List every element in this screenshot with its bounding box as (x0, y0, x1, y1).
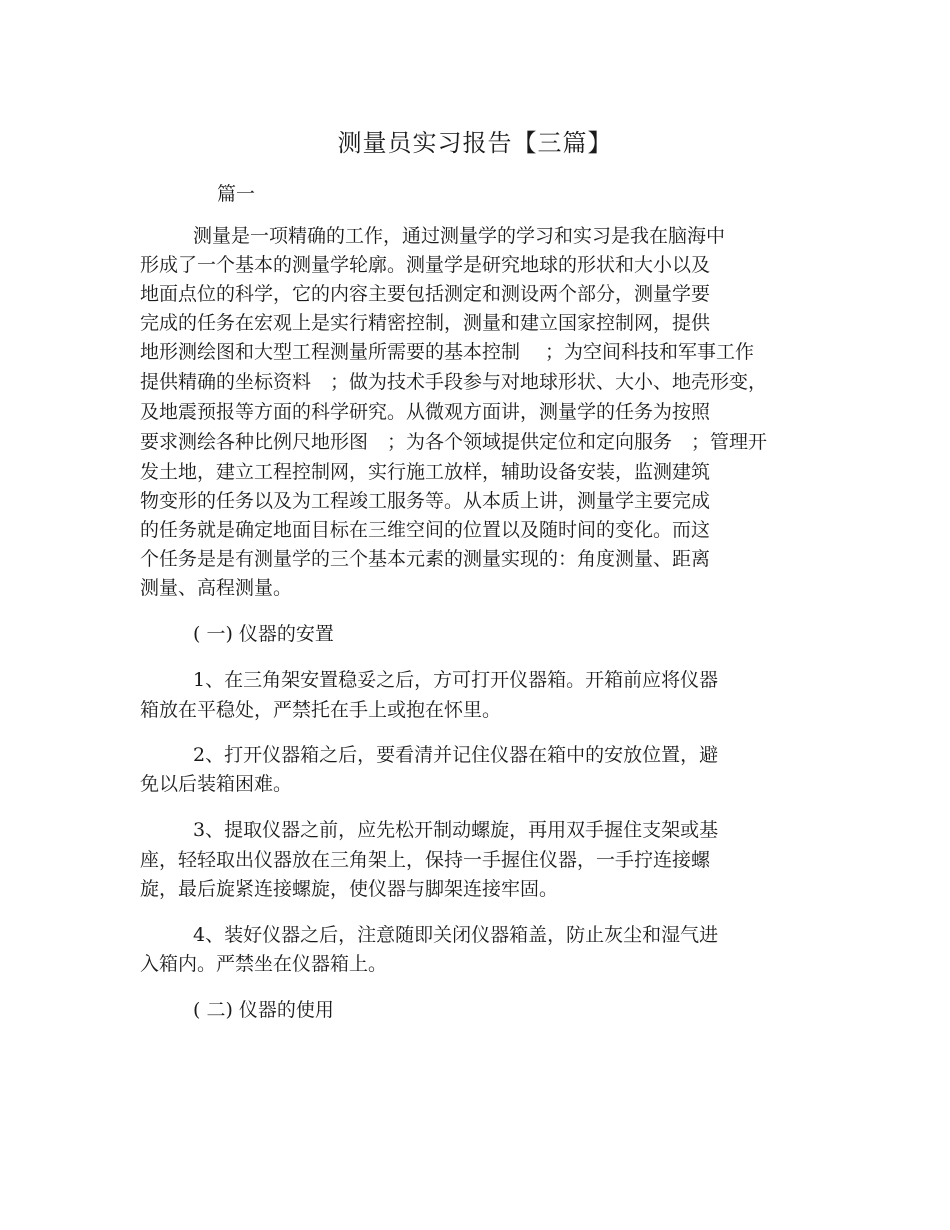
intro-line: 个任务是是有测量学的三个基本元素的测量实现的：角度测量、距离 (140, 548, 711, 570)
item-line: 1、在三角架安置稳妥之后，方可打开仪器箱。开箱前应将仪器 (193, 669, 719, 691)
intro-line: 形成了一个基本的测量学轮廓。测量学是研究地球的形状和大小以及 (140, 254, 711, 276)
item-line: 4、装好仪器之后，注意随即关闭仪器箱盖，防止灰尘和湿气进 (193, 924, 719, 946)
item-line: 箱放在平稳处，严禁托在手上或抱在怀里。 (140, 699, 502, 721)
item-line: 旋，最后旋紧连接螺旋，使仪器与脚架连接牢固。 (140, 878, 559, 900)
intro-line: 测量、高程测量。 (140, 577, 293, 599)
subsection-heading: ( 一) 仪器的安置 (193, 623, 334, 645)
item-line: 2、打开仪器箱之后，要看清并记住仪器在箱中的安放位置，避 (193, 744, 719, 766)
intro-line: 要求测绘各种比例尺地形图 ；为各个领域提供定位和定向服务 ；管理开 (140, 431, 768, 453)
subsection-heading: ( 二) 仪器的使用 (193, 999, 334, 1021)
intro-line: 提供精确的坐标资料 ；做为技术手段参与对地球形状、大小、地壳形变， (140, 371, 768, 393)
intro-line: 地面点位的科学，它的内容主要包括测定和测设两个部分，测量学要 (140, 283, 711, 305)
document-title: 测量员实习报告【三篇】 (337, 129, 613, 157)
intro-line: 测量是一项精确的工作，通过测量学的学习和实习是我在脑海中 (193, 225, 726, 247)
section-label: 篇一 (217, 183, 256, 205)
intro-line: 及地震预报等方面的科学研究。从微观方面讲，测量学的任务为按照 (140, 401, 711, 423)
item-line: 座，轻轻取出仪器放在三角架上，保持一手握住仪器，一手拧连接螺 (140, 849, 711, 871)
intro-line: 地形测绘图和大型工程测量所需要的基本控制 ；为空间科技和军事工作 (140, 341, 755, 363)
item-line: 入箱内。严禁坐在仪器箱上。 (140, 953, 388, 975)
item-line: 3、提取仪器之前，应先松开制动螺旋，再用双手握住支架或基 (193, 819, 719, 841)
intro-line: 发土地，建立工程控制网，实行施工放样，辅助设备安装，监测建筑 (140, 461, 711, 483)
item-line: 免以后装箱困难。 (140, 773, 293, 795)
intro-line: 的任务就是确定地面目标在三维空间的位置以及随时间的变化。而这 (140, 519, 711, 541)
intro-line: 物变形的任务以及为工程竣工服务等。从本质上讲，测量学主要完成 (140, 490, 711, 512)
intro-line: 完成的任务在宏观上是实行精密控制，测量和建立国家控制网，提供 (140, 312, 711, 334)
